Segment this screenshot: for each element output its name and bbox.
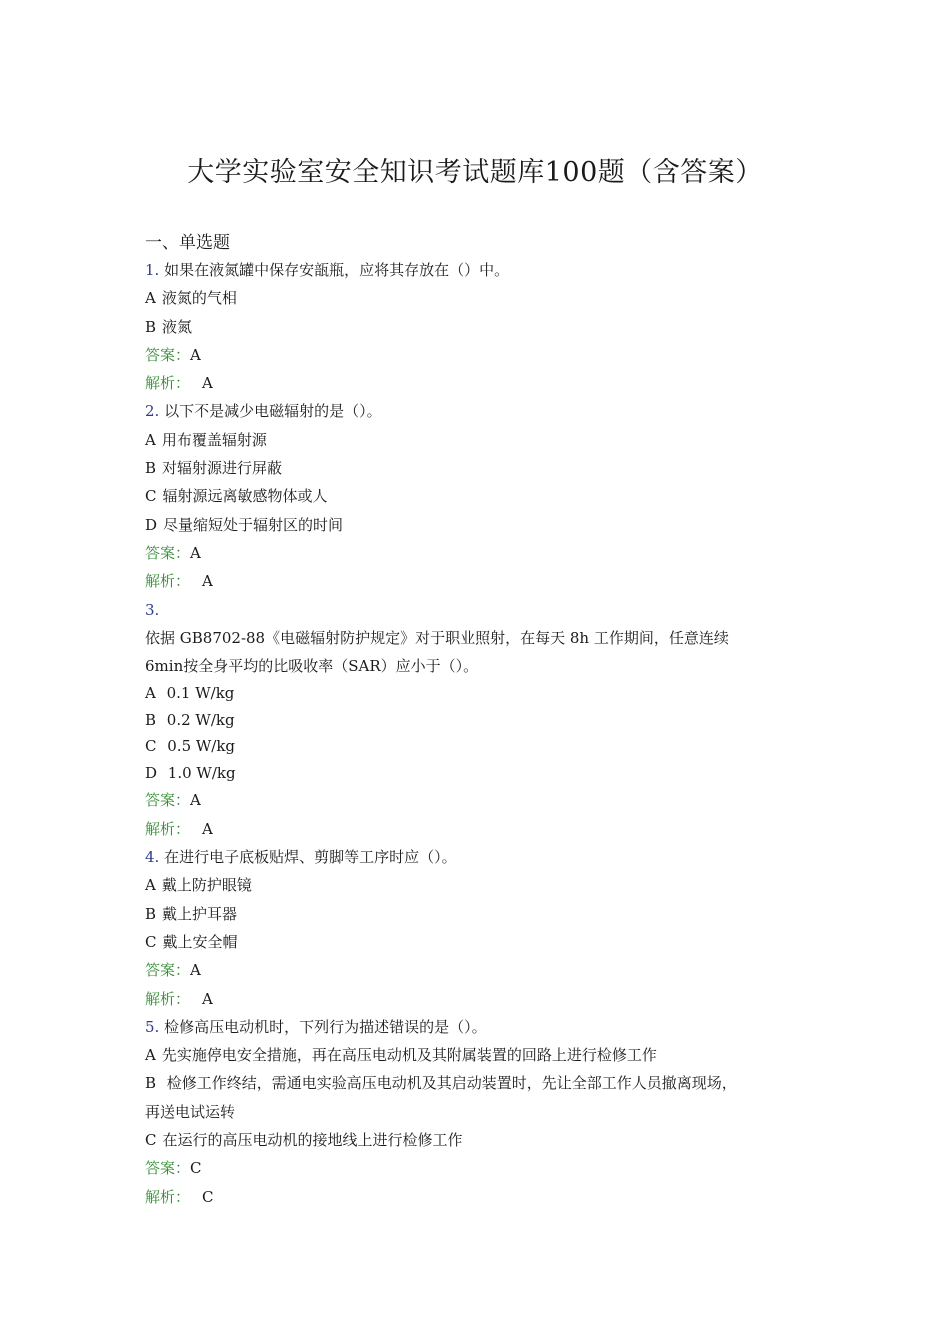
question-number: 3. [145,600,160,619]
answer-label: 答案： [145,1159,191,1178]
option-letter: A [145,1046,156,1065]
answer-label: 答案： [145,543,191,562]
option [145,313,815,341]
option-text: 0.2 W/kg [162,710,235,729]
question-stem [145,397,815,425]
option-text: 液氮 [162,317,193,336]
option-text: 0.1 W/kg [161,684,235,703]
answer-value: A [190,543,201,562]
option-letter: C [145,932,157,951]
answer-value: A [190,791,201,810]
option-letter: B [145,904,157,923]
option-letter: A [145,289,156,308]
option [145,1069,815,1097]
section-heading: 一、单选题 [145,233,230,253]
option [145,482,815,510]
option [145,1126,815,1154]
option [145,511,815,539]
answer-line [145,956,815,984]
analysis-value: A [202,989,213,1008]
analysis-line [145,369,815,397]
option-letter: D [145,763,158,782]
analysis-line [145,1183,815,1211]
option-text: 先实施停电安全措施，再在高压电动机及其附属装置的回路上进行检修工作 [161,1046,657,1065]
document-body [145,230,815,1211]
question-1 [145,256,815,397]
option [145,454,815,482]
question-stem [145,1013,815,1041]
option-letter: A [145,430,156,449]
option-letter: B [145,710,157,729]
option-text: 用布覆盖辐射源 [161,430,267,449]
option-letter: A [145,684,156,703]
option-letter: B [145,317,157,336]
option [145,760,815,787]
option-text: 对辐射源进行屏蔽 [162,459,283,478]
option-continuation: 再送电试运转 [145,1102,236,1121]
answer-label: 答案： [145,345,191,364]
option [145,680,815,707]
option-letter: D [145,515,158,534]
answer-line [145,1154,815,1182]
option [145,707,815,734]
analysis-value: A [202,819,213,838]
analysis-label: 解析： [145,374,191,393]
option-text: 戴上护耳器 [162,904,238,923]
option-letter: C [145,737,157,756]
question-text: 如果在液氮罐中保存安瓿瓶，应将其存放在（）中。 [164,261,510,279]
option-text: 0.5 W/kg [162,737,236,756]
answer-label: 答案： [145,791,191,810]
option [145,284,815,312]
analysis-value: A [202,374,213,393]
question-text: 以下不是减少电磁辐射的是（）。 [164,402,382,421]
analysis-value: C [202,1187,214,1206]
analysis-label: 解析： [145,572,191,591]
option [145,426,815,454]
option [145,928,815,956]
option-letter: C [145,487,157,506]
question-stem [145,256,815,284]
option-text: 戴上防护眼镜 [161,876,252,895]
option [145,900,815,928]
answer-label: 答案： [145,961,191,980]
question-text-line-1: 依据 GB8702-88《电磁辐射防护规定》对于职业照射，在每天 8h 工作期间，任意连续 [145,628,729,647]
question-4 [145,843,815,1013]
analysis-label: 解析： [145,989,191,1008]
answer-value: A [190,961,201,980]
answer-line [145,786,815,814]
question-number: 5. [145,1017,160,1036]
answer-value: C [190,1159,202,1178]
question-text: 在进行电子底板贴焊、剪脚等工序时应（）。 [164,848,457,867]
analysis-line [145,985,815,1013]
question-text-line-2: 6min按全身平均的比吸收率（SAR）应小于（）。 [145,657,479,676]
option-text: 检修工作终结，需通电实验高压电动机及其启动装置时，先让全部工作人员撤离现场， [162,1074,737,1093]
answer-value: A [190,345,201,364]
option [145,871,815,899]
analysis-label: 解析： [145,1187,191,1206]
question-3 [145,596,815,843]
document-title: 大学实验室安全知识考试题库100题（含答案） [187,157,763,188]
question-number: 1. [145,261,160,279]
question-5 [145,1013,815,1211]
option-text: 液氮的气相 [161,289,237,308]
option [145,733,815,760]
analysis-value: A [202,572,213,591]
answer-line [145,539,815,567]
option [145,1041,815,1069]
question-number: 4. [145,848,160,867]
question-2 [145,397,815,595]
answer-line [145,341,815,369]
analysis-line [145,567,815,595]
option-letter: B [145,1074,157,1093]
option-letter: C [145,1131,157,1150]
analysis-line [145,815,815,843]
option-text: 戴上安全帽 [162,932,238,951]
analysis-label: 解析： [145,819,191,838]
option-text: 辐射源远离敏感物体或人 [162,487,328,506]
question-number: 2. [145,402,160,421]
option-letter: B [145,459,157,478]
question-stem [145,843,815,871]
option-text: 尽量缩短处于辐射区的时间 [163,515,344,534]
option-letter: A [145,876,156,895]
option-text: 1.0 W/kg [163,763,236,782]
question-number-line [145,596,815,624]
question-text: 检修高压电动机时，下列行为描述错误的是（）。 [164,1017,487,1036]
option-text: 在运行的高压电动机的接地线上进行检修工作 [162,1131,463,1150]
